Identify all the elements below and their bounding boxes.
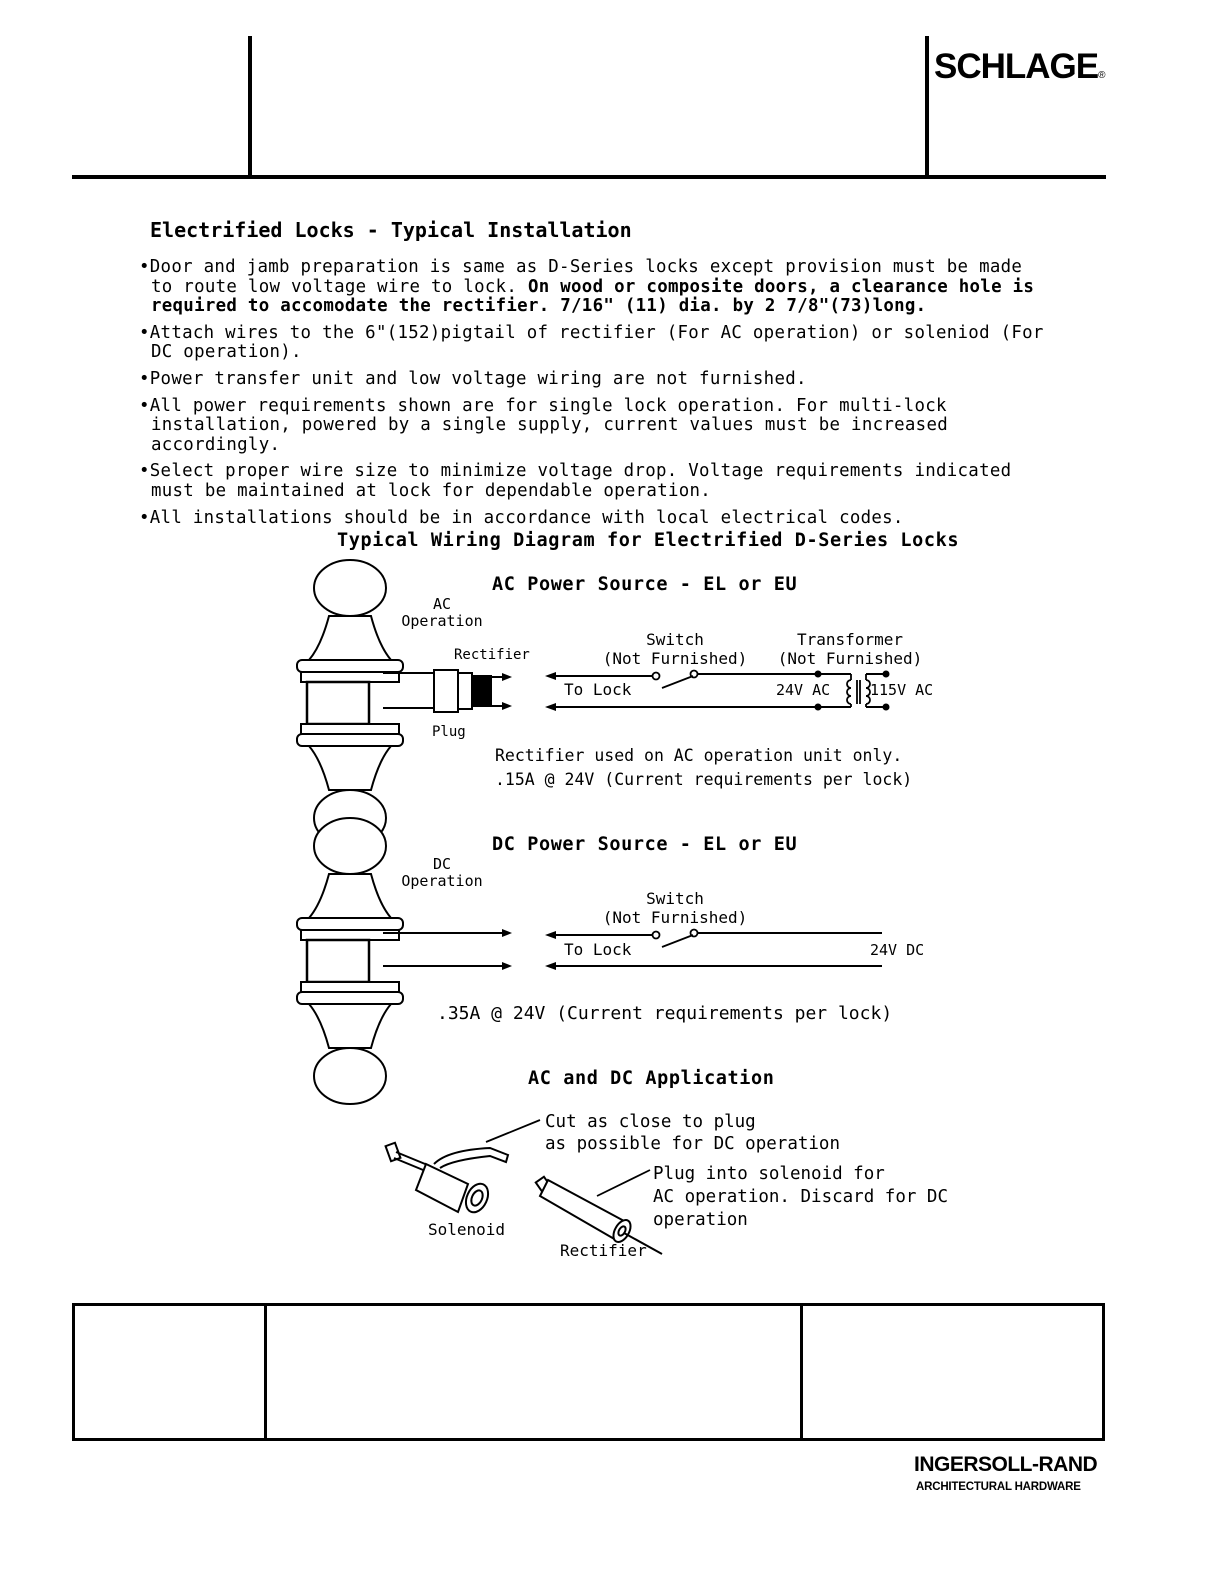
- bullet-text: Select proper wire size to minimize voltage drop. Voltage requirements indicated must be maintained at lock for dependable operation.: [149, 461, 1023, 501]
- bullet-item: •All power requirements shown are for single lock operation. For multi-lock installation, powered by a single supply, current values must be increased accordingly.: [139, 395, 959, 455]
- diagram-title: Typical Wiring Diagram for Electrified D-Series Locks: [337, 530, 960, 551]
- ac-operation-label-1: AC: [432, 595, 452, 613]
- footer-divider-right: [800, 1303, 803, 1441]
- dc-note: .35A @ 24V (Current requirements per lock): [437, 1003, 893, 1024]
- bullet-item: •All installations should be in accordance with local electrical codes.: [139, 507, 904, 528]
- solenoid-illustration: [386, 1143, 508, 1216]
- section-title: Electrified Locks - Typical Installation: [150, 218, 632, 242]
- transformer-symbol: [847, 674, 870, 707]
- footer-divider-left: [264, 1303, 267, 1441]
- registered-mark: ®: [1098, 70, 1106, 81]
- ac-plug-rectifier: [434, 670, 492, 712]
- bullet-text: Power transfer unit and low voltage wiring are not furnished.: [149, 368, 807, 389]
- app-section-title: AC and DC Application: [528, 1068, 775, 1089]
- ac-note-1: Rectifier used on AC operation unit only.: [495, 746, 903, 765]
- footer-box: [72, 1303, 1105, 1441]
- cut-note-2: as possible for DC operation: [545, 1134, 841, 1154]
- ac-to-lock-label: To Lock: [564, 680, 632, 699]
- dc-to-lock-label: To Lock: [564, 940, 632, 959]
- transformer-label: Transformer: [797, 630, 903, 649]
- ac-switch-note: (Not Furnished): [602, 649, 748, 668]
- schlage-logo-text: SCHLAGE: [934, 47, 1099, 86]
- bullet-bold-text: On wood or composite doors, a clearance hole is required to accomodate the rectifier. 7/16" (11) dia. by 2 7/8"(73)long.: [151, 276, 1045, 317]
- plug-note-3: operation: [653, 1210, 748, 1230]
- ac-switch-label: Switch: [646, 630, 704, 649]
- ac-arrows: [490, 673, 512, 710]
- dc-operation-label-1: DC: [432, 855, 452, 873]
- ac-voltage-low: 24V AC: [776, 681, 831, 699]
- ac-note-2: .15A @ 24V (Current requirements per lock): [495, 770, 913, 789]
- dc-switch-label: Switch: [646, 889, 704, 908]
- bullet-item: •Select proper wire size to minimize voltage drop. Voltage requirements indicated must be maintained at lock for dependable operation.: [139, 461, 1023, 501]
- solenoid-label: Solenoid: [428, 1220, 506, 1239]
- plug-leader-line: [597, 1170, 650, 1196]
- dc-lock-assembly: [297, 818, 512, 1104]
- plug-note-1: Plug into solenoid for: [653, 1164, 885, 1184]
- dc-voltage: 24V DC: [870, 941, 925, 959]
- bullet-text: All installations should be in accordance with local electrical codes.: [149, 507, 904, 528]
- plug-note-2: AC operation. Discard for DC: [653, 1187, 949, 1207]
- dc-section-title: DC Power Source - EL or EU: [492, 834, 798, 855]
- plug-label: Plug: [432, 724, 466, 740]
- bullet-item: •Power transfer unit and low voltage wiring are not furnished.: [139, 368, 807, 389]
- dc-operation-label-2: Operation: [401, 872, 483, 890]
- rectifier-app-label: Rectifier: [560, 1241, 647, 1260]
- bullet-item: •Attach wires to the 6"(152)pigtail of rectifier (For AC operation) or soleniod (For DC operation).: [139, 322, 1055, 363]
- ingersoll-rand-division: ARCHITECTURAL HARDWARE: [916, 1481, 1081, 1493]
- cut-note-1: Cut as close to plug: [545, 1112, 756, 1132]
- bullet-text: All power requirements shown are for single lock operation. For multi-lock installation, powered by a single supply, current values must be increased accordingly.: [149, 395, 959, 455]
- dc-switch-note: (Not Furnished): [602, 908, 748, 927]
- ac-lock-assembly: [297, 560, 434, 846]
- rectifier-label: Rectifier: [454, 647, 530, 663]
- ingersoll-rand-logo: INGERSOLL-RAND: [914, 1453, 1098, 1476]
- ac-voltage-high: 115V AC: [870, 681, 934, 699]
- ac-operation-label-2: Operation: [401, 612, 483, 630]
- transformer-note: (Not Furnished): [777, 649, 923, 668]
- bullet-text: Attach wires to the 6"(152)pigtail of rectifier (For AC operation) or soleniod (For DC operation).: [149, 322, 1055, 363]
- cut-leader-line: [486, 1120, 540, 1142]
- ac-section-title: AC Power Source - EL or EU: [492, 574, 798, 595]
- bullet-item: •Door and jamb preparation is same as D-Series locks except provision must be made to route low voltage wire to lock. On wood or composite doors, a clearance hole is required to accomodate the rectifier. 7/16" (11) dia. by 2 7/8"(73)long.: [139, 257, 1045, 317]
- bullet-text: Door and jamb preparation is same as D-Series locks except provision must be made to route low voltage wire to lock.: [149, 257, 1033, 297]
